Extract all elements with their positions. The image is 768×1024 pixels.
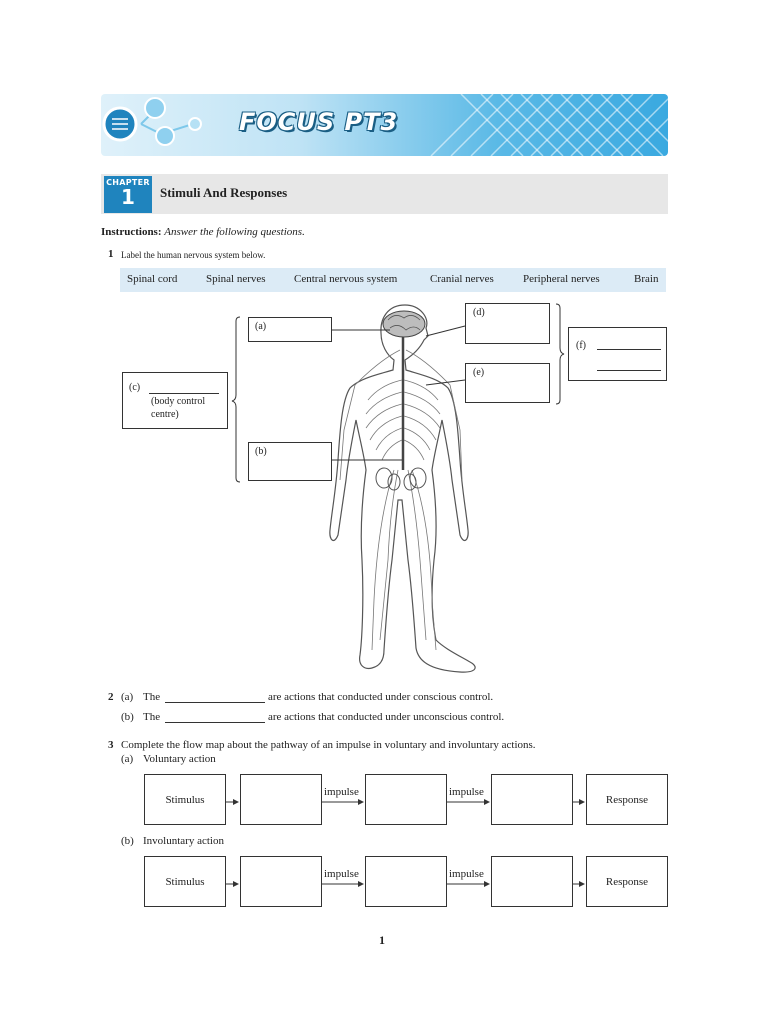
word-bank-item: Central nervous system <box>294 273 398 285</box>
label-e: (e) <box>473 367 485 378</box>
q2-number: 2 <box>108 691 114 703</box>
flow-b-impulse-1: impulse <box>324 868 359 880</box>
q2a-text: are actions that conducted under conscious control. <box>268 691 494 703</box>
flow-a-impulse-1: impulse <box>324 786 359 798</box>
chapter-number: 1 <box>121 185 135 209</box>
q2b-text: are actions that conducted under unconscious control. <box>268 711 505 723</box>
instructions-text: Answer the following questions. <box>164 226 305 238</box>
page-number: 1 <box>379 933 385 947</box>
label-a: (a) <box>255 321 267 332</box>
label-d: (d) <box>473 307 485 318</box>
flow-a-impulse-2: impulse <box>449 786 484 798</box>
word-bank-item: Cranial nerves <box>430 273 494 285</box>
q3a-title: Voluntary action <box>143 753 216 765</box>
flow-b-response-text: Response <box>605 875 649 888</box>
q3-number: 3 <box>108 739 114 751</box>
label-c-note-1: (body control <box>151 396 206 407</box>
q2b-the: The <box>143 711 161 723</box>
q1-number: 1 <box>108 248 114 260</box>
instructions-label: Instructions: <box>101 226 162 238</box>
flow-b-impulse-2: impulse <box>449 868 484 880</box>
q2a-the: The <box>143 691 161 703</box>
chapter-label: CHAPTER <box>106 178 150 187</box>
flow-b-stimulus-text: Stimulus <box>165 875 205 888</box>
flow-a-response-text: Response <box>605 793 649 806</box>
q3b-title: Involuntary action <box>143 835 224 847</box>
flow-a-stimulus-text: Stimulus <box>165 793 205 806</box>
q2b-label: (b) <box>121 711 134 723</box>
word-bank-item: Spinal cord <box>127 273 178 285</box>
q3-prompt: Complete the flow map about the pathway of an impulse in voluntary and involuntary actions. <box>121 739 536 751</box>
word-bank-item: Brain <box>634 273 659 285</box>
chapter-title: Stimuli And Responses <box>160 185 288 200</box>
banner-title: FOCUS PT3 <box>239 108 399 136</box>
word-bank-item: Spinal nerves <box>206 273 266 285</box>
label-c-note-2: centre) <box>151 409 179 420</box>
label-b: (b) <box>255 446 267 457</box>
q2a-label: (a) <box>121 691 134 703</box>
q3a-label: (a) <box>121 753 134 765</box>
label-c: (c) <box>129 382 141 393</box>
q3b-label: (b) <box>121 835 134 847</box>
word-bank-item: Peripheral nerves <box>523 273 600 285</box>
label-f: (f) <box>576 340 586 351</box>
q1-prompt: Label the human nervous system below. <box>121 250 266 260</box>
